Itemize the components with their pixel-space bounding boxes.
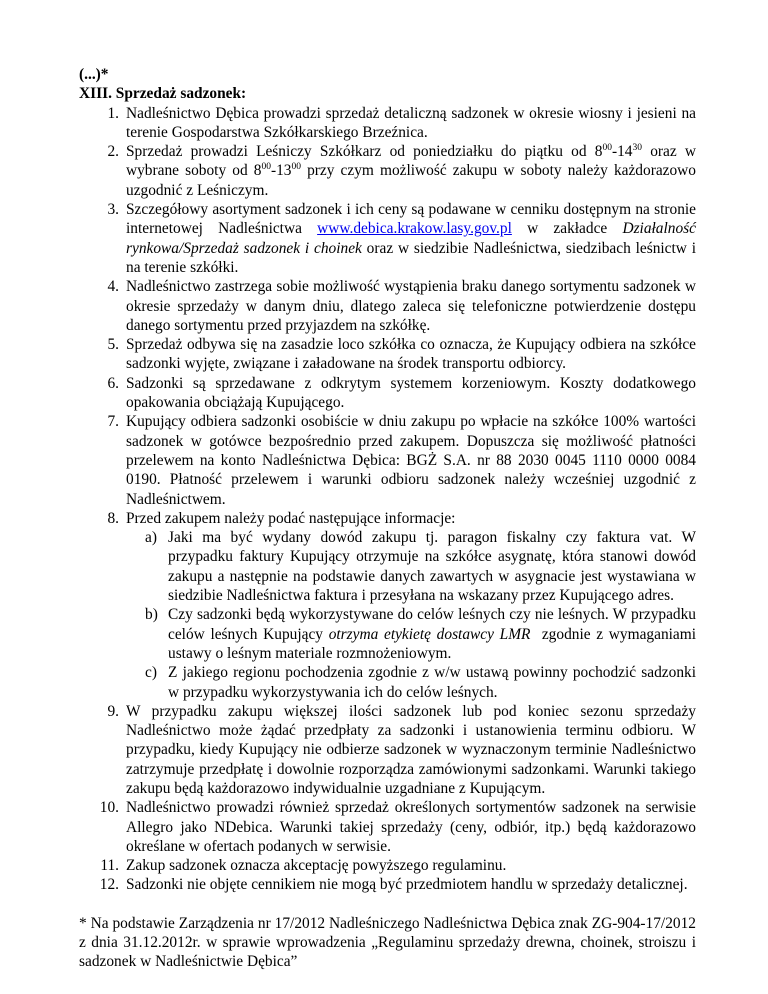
item-text: W przypadku zakupu większej ilości sadzonek lub pod koniec sezonu sprzedaży Nadleśnictwo może żądać przedpłaty za sadzonki i ustanowienia terminu odbioru. W przypadku, kiedy Kupujący nie odbierze sadzonek w wyznaczonym terminie Nadleśnictwo zatrzymuje przedpłatę i dowolnie rozporządza zamówionymi sadzonkami. Warunki takiego zakupu będą każdorazowo indywidualnie uzgadniane z Kupującym. xyxy=(126,702,696,797)
item-text: Nadleśnictwo Dębica prowadzi sprzedaż detaliczną sadzonek w okresie wiosny i jesieni na terenie Gospodarstwa Szkółkarskiego Brzeźnica. xyxy=(126,104,696,141)
item-text-part: Szczegółowy asortyment sadzonek i ich ceny są podawane w cenniku dostępnym na stronie internetowej Nadleśnictwa xyxy=(126,201,696,238)
sub-item-letter: a) xyxy=(145,529,157,547)
list-item xyxy=(79,509,696,528)
sub-item-text: Z jakiego regionu pochodzenia zgodnie z w/w ustawą powinny pochodzić sadzonki w przypadku wykorzystywania ich do celów leśnych. xyxy=(168,664,696,701)
item-number: 11. xyxy=(100,857,119,875)
item-number: 5. xyxy=(107,336,119,354)
item-text-part: przy czym możliwość zakupu w soboty należy każdorazowo uzgodnić z Leśniczym. xyxy=(126,162,696,199)
item-text: Nadleśnictwo prowadzi również sprzedaż określonych sortymentów sadzonek na serwisie Allegro jako NDebica. Warunki takiej sprzedaży (ceny, odbiór, itp.) będą każdorazowo określane w ofertach podanych w serwisie. xyxy=(126,799,696,855)
list-item xyxy=(79,104,696,143)
item-number: 8. xyxy=(107,509,119,527)
item-number: 10. xyxy=(99,799,119,817)
item-text: Sadzonki są sprzedawane z odkrytym systemem korzeniowym. Koszty dodatkowego opakowania obciążają Kupującego. xyxy=(126,374,696,412)
item-text-part: Sprzedaż prowadzi Leśniczy Szkółkarz od poniedziałku do piątku od 8 xyxy=(126,143,603,161)
list-item xyxy=(79,335,696,374)
item-number: 4. xyxy=(107,278,119,296)
sub-item-text-part: zgodnie z wymaganiami ustawy o leśnym materiale rozmnożeniowym. xyxy=(168,625,700,662)
item-text: Sprzedaż odbywa się na zasadzie loco szkółka co oznacza, że Kupujący odbiera na szkółce sadzonki wyjęte, związane i załadowane na środek transportu odbiorcy. xyxy=(126,336,696,373)
sub-item-letter: b) xyxy=(145,606,158,624)
list-item xyxy=(79,798,696,856)
item-text-part: -14 xyxy=(611,143,633,161)
time-superscript: 30 xyxy=(632,143,642,154)
item-text-part: w zakładce xyxy=(511,220,623,238)
sub-item-letter: c) xyxy=(145,664,157,682)
list-item xyxy=(79,702,696,798)
item-text: Sadzonki nie objęte cennikiem nie mogą być przedmiotem handlu w sprzedaży detalicznej. xyxy=(126,876,688,894)
item-text: Zakup sadzonek oznacza akceptację powyższego regulaminu. xyxy=(126,857,507,875)
item-number: 3. xyxy=(107,201,119,219)
sub-list-item xyxy=(79,528,696,605)
ellipsis-marker: (...)* xyxy=(79,66,109,83)
sub-item-text-part: Czy sadzonki będą wykorzystywane do celów leśnych czy nie leśnych. W przypadku celów leśnych Kupujący xyxy=(168,606,696,643)
footnote: * Na podstawie Zarządzenia nr 17/2012 Nadleśniczego Nadleśnictwa Dębica znak ZG-904-17/2012 z dnia 31.12.2012r. w sprawie wprowadzenia „Regulaminu sprzedaży drewna, choinek, stroiszu i sadzonek w Nadleśnictwie Dębica” xyxy=(79,914,696,971)
item-text: Kupujący odbiera sadzonki osobiście w dniu zakupu po wpłacie na szkółce 100% wartości sadzonek w gotówce bezpośrednio przed zakupem. Dopuszcza się możliwość płatności przelewem na konto Nadleśnictwa Dębica: BGŻ S.A. nr 88 2030 0045 1110 0000 0084 0190. Płatność przelewem i warunki odbioru sadzonek należy wcześniej uzgodnić z Nadleśnictwem. xyxy=(126,413,696,508)
sub-list-item xyxy=(79,663,696,702)
label-italic: otrzyma etykietę dostawcy LMR xyxy=(328,625,531,643)
sub-item-text: Jaki ma być wydany dowód zakupu tj. paragon fiskalny czy faktura vat. W przypadku faktury Kupujący otrzymuje na szkółce asygnatę, która stanowi dowód zakupu a następnie na podstawie danych zawartych w asygnacie jest wystawiana w siedzibie Nadleśnictwa faktura i przesyłana na wskazany przez Kupującego adres. xyxy=(168,529,696,605)
item-number: 12. xyxy=(99,876,119,894)
item-number: 6. xyxy=(107,374,119,392)
item-number: 1. xyxy=(107,104,119,122)
item-number: 9. xyxy=(107,702,119,720)
time-superscript: 00 xyxy=(261,162,271,173)
list-item xyxy=(79,875,696,894)
sub-list-item xyxy=(79,605,700,663)
item-number: 2. xyxy=(107,143,119,161)
list-item xyxy=(79,412,696,508)
list-item xyxy=(79,200,696,277)
section-title: XIII. Sprzedaż sadzonek: xyxy=(79,85,247,103)
item-text-part: oraz w wybrane soboty od 8 xyxy=(126,143,696,180)
list-item xyxy=(79,856,696,875)
list-item xyxy=(79,142,696,200)
item-number: 7. xyxy=(107,413,119,431)
time-superscript: 00 xyxy=(602,143,612,154)
item-text-part: oraz w siedzibie Nadleśnictwa, siedzibach leśnictw i na terenie szkółki. xyxy=(126,239,696,276)
list-item xyxy=(79,374,696,413)
time-superscript: 00 xyxy=(291,162,301,173)
list-item xyxy=(79,277,696,335)
document-page xyxy=(79,65,700,972)
item-text: Przed zakupem należy podać następujące informacje: xyxy=(126,509,456,527)
item-text-part: -13 xyxy=(270,162,292,180)
item-text: Nadleśnictwo zastrzega sobie możliwość wystąpienia braku danego sortymentu sadzonek w okresie sprzedaży w danym dniu, dlatego zaleca się telefoniczne potwierdzenie dostępu danego sortymentu przed przyjazdem na szkółkę. xyxy=(126,278,696,334)
website-link[interactable]: www.debica.krakow.lasy.gov.pl xyxy=(317,220,512,238)
tab-path-italic: Działalność rynkowa/Sprzedaż sadzonek i choinek xyxy=(126,220,696,257)
